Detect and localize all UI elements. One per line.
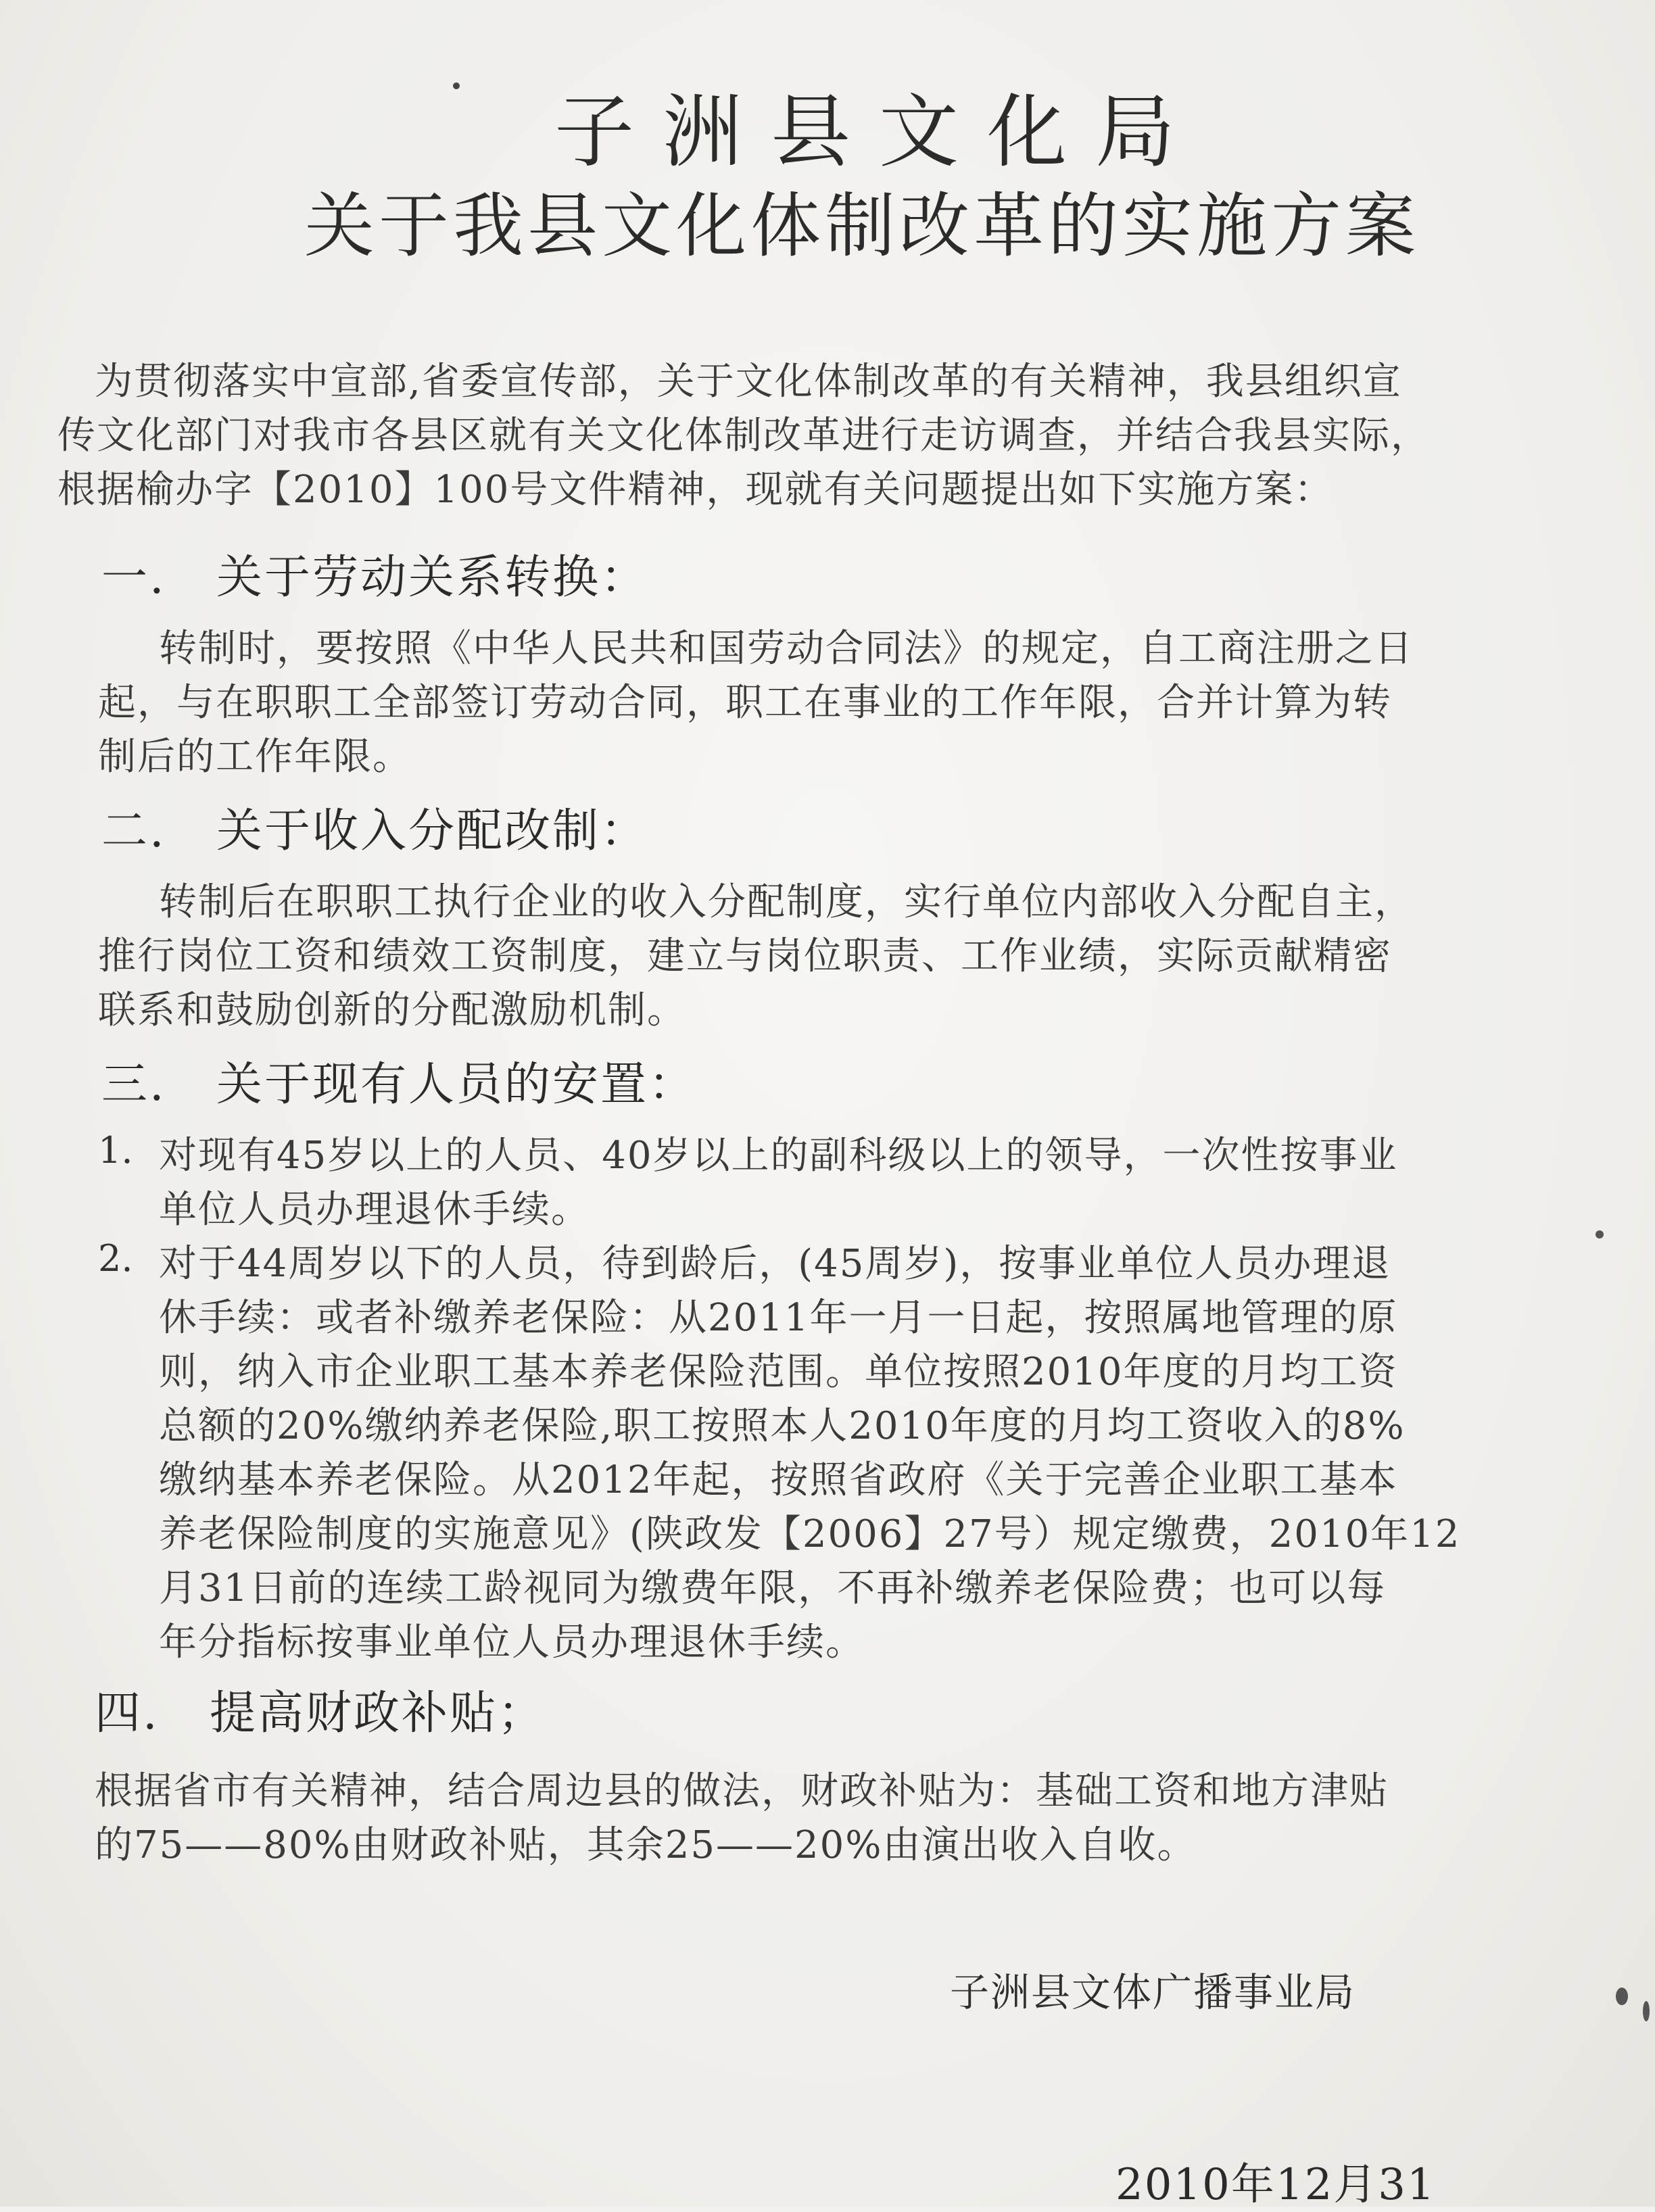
section-line: 转制时，要按照《中华人民共和国劳动合同法》的规定，自工商注册之日: [159, 627, 1414, 671]
intro-line: 为贯彻落实中宣部,省委宣传部，关于文化体制改革的有关精神，我县组织宣: [95, 360, 1402, 404]
list-item-line: 养老保险制度的实施意见》(陕政发【2006】27号）规定缴费，2010年12: [159, 1512, 1461, 1556]
list-item-number: 2.: [98, 1237, 133, 1280]
intro-line: 根据榆办字【2010】100号文件精神，现就有关问题提出如下实施方案：: [57, 468, 1334, 512]
section-line: 的75——80%由财政补贴，其余25——20%由演出收入自收。: [95, 1823, 1197, 1867]
section-line: 起，与在职职工全部签订劳动合同，职工在事业的工作年限，合并计算为转: [98, 681, 1392, 725]
section-number: 四.: [95, 1687, 160, 1740]
section-title: 关于劳动关系转换：: [216, 551, 649, 604]
issuing-organization: 子洲县文体广播事业局: [950, 1969, 1356, 2015]
ink-speck: [1596, 1230, 1604, 1239]
list-item-line: 对现有45岁以上的人员、40岁以上的副科级以上的领导，一次性按事业: [159, 1134, 1398, 1178]
section-number: 一.: [101, 551, 166, 604]
list-item-line: 缴纳基本养老保险。从2012年起，按照省政府《关于完善企业职工基本: [159, 1458, 1398, 1502]
intro-line: 传文化部门对我市各县区就有关文化体制改革进行走访调查，并结合我县实际，: [57, 414, 1430, 458]
section-number: 二.: [101, 804, 166, 858]
list-item-line: 总额的20%缴纳养老保险,职工按照本人2010年度的月均工资收入的8%: [159, 1404, 1406, 1448]
document-title-line2: 关于我县文化体制改革的实施方案: [304, 185, 1420, 267]
section-line: 推行岗位工资和绩效工资制度，建立与岗位职责、工作业绩，实际贡献精密: [98, 934, 1392, 978]
section-heading: [101, 794, 648, 860]
section-number: 三.: [101, 1058, 166, 1111]
list-item-line: 年分指标按事业单位人员办理退休手续。: [159, 1620, 865, 1664]
section-line: 转制后在职职工执行企业的收入分配制度，实行单位内部收入分配自主，: [159, 880, 1414, 924]
ink-dot: [453, 82, 460, 89]
section-title: 关于现有人员的安置：: [216, 1058, 697, 1111]
section-heading: [95, 1677, 546, 1742]
ink-speck: [1643, 2001, 1650, 2021]
section-title: 提高财政补贴；: [210, 1687, 546, 1740]
section-line: 联系和鼓励创新的分配激励机制。: [98, 988, 686, 1032]
list-item-number: 1.: [98, 1129, 133, 1172]
section-title: 关于收入分配改制：: [216, 804, 649, 858]
document-title-line1: 子洲县文化局: [554, 85, 1204, 178]
section-heading: [101, 1048, 696, 1113]
document-date: 2010年12月31: [1116, 2160, 1436, 2210]
section-heading: [101, 541, 648, 606]
list-item-line: 休手续：或者补缴养老保险：从2011年一月一日起，按照属地管理的原: [159, 1296, 1398, 1340]
ink-speck: [1616, 1988, 1628, 2005]
list-item-line: 月31日前的连续工龄视同为缴费年限，不再补缴养老保险费；也可以每: [159, 1566, 1387, 1610]
list-item-line: 对于44周岁以下的人员，待到龄后，(45周岁)，按事业单位人员办理退: [159, 1242, 1391, 1286]
list-item-line: 则，纳入市企业职工基本养老保险范围。单位按照2010年度的月均工资: [159, 1350, 1398, 1394]
section-line: 制后的工作年限。: [98, 735, 412, 779]
list-item-line: 单位人员办理退休手续。: [159, 1188, 590, 1232]
section-line: 根据省市有关精神，结合周边县的做法，财政补贴为：基础工资和地方津贴: [95, 1769, 1389, 1813]
